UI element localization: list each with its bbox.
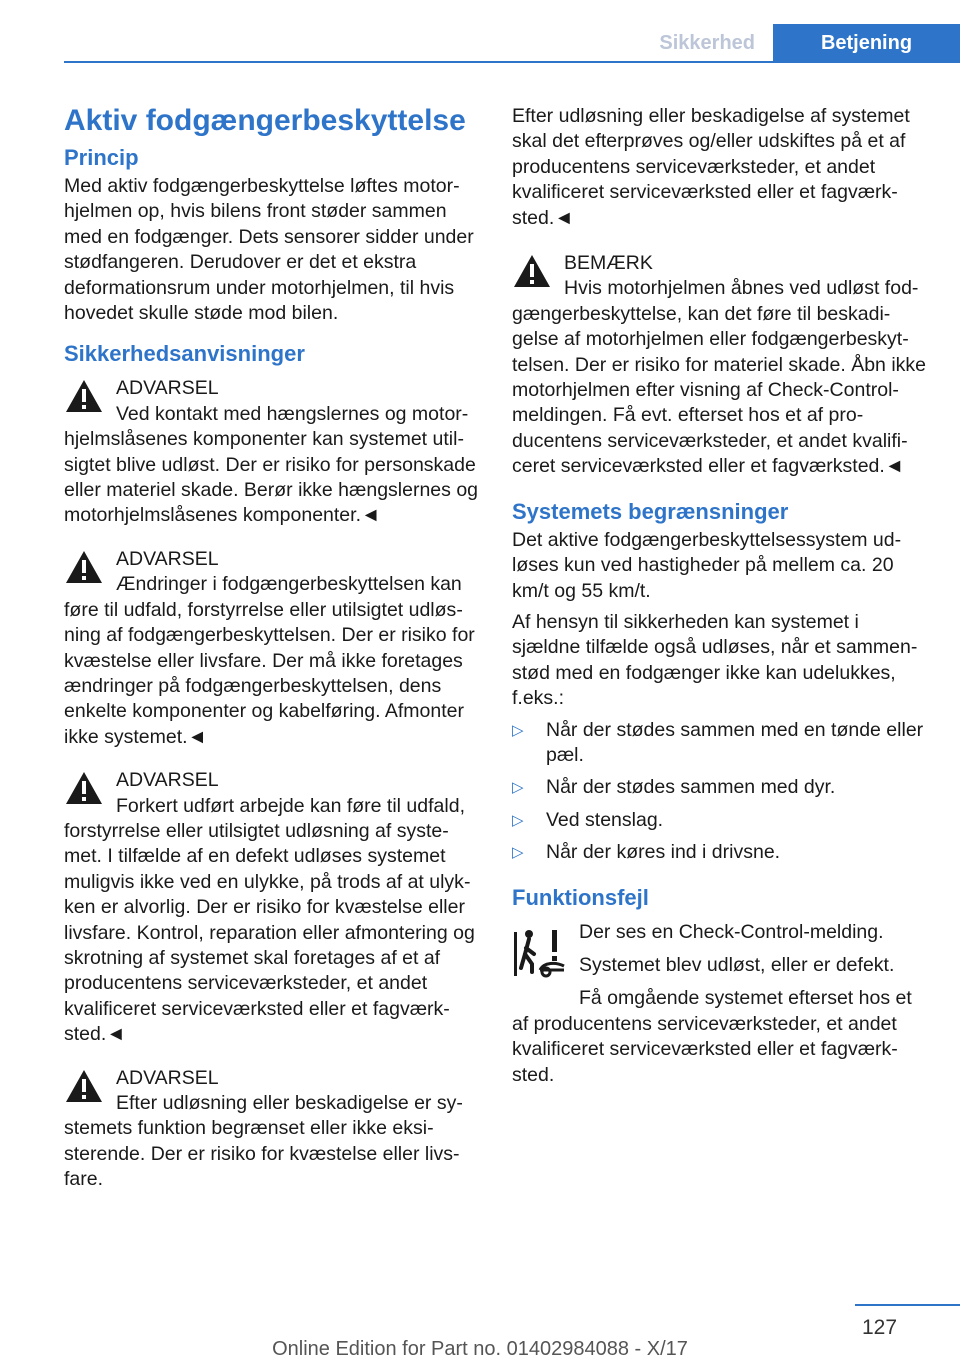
- warning-block: [64, 768, 478, 1047]
- fault-message-line: Systemet blev udløst, eller er defekt.: [579, 953, 895, 976]
- fault-instruction: Få omgående systemet efterset hos et af producentens serviceværksteder, et andet kvalificeret serviceværksted eller et fagværksted.: [512, 987, 912, 1086]
- list-item: [512, 840, 926, 865]
- warning-triangle-icon: [64, 770, 104, 806]
- warning-block: [64, 547, 478, 750]
- limits-paragraph-2: Af hensyn til sikkerheden kan systemet i sjældne tilfælde også udløses, når et sammenstød med en fodgænger ikke kan udelukkes, f.eks.:: [512, 610, 918, 710]
- list-item-text: Når der køres ind i drivsne.: [546, 841, 781, 864]
- warning-triangle-icon: [512, 253, 552, 289]
- warning-label: ADVARSEL: [116, 547, 219, 570]
- list-item-text: Når der stødes sammen med en tønde eller pæl.: [546, 718, 924, 766]
- limits-list: [512, 718, 926, 866]
- warning-label: ADVARSEL: [116, 1066, 219, 1089]
- page-number: 127: [862, 1316, 898, 1339]
- warning-block: [64, 376, 478, 528]
- fault-message-line: Der ses en Check-Control-melding.: [579, 920, 884, 943]
- notice-label: BEMÆRK: [564, 252, 653, 275]
- continued-warning-text: Efter udløsning eller beskadigelse af systemet skal det efterprøves og/eller udskiftes på et af producentens serviceværksteder, et andet kvalificeret serviceværksted eller et fagværksted.◄: [512, 105, 910, 229]
- warning-label: ADVARSEL: [116, 769, 219, 792]
- list-item: [512, 718, 926, 769]
- notice-block: [512, 251, 926, 480]
- section-heading-safety: Sikkerhedsanvisninger: [64, 341, 305, 367]
- chapter-tabs: [641, 24, 960, 62]
- triangle-bullet-icon: ▷: [512, 844, 524, 862]
- warning-text: Forkert udført arbejde kan føre til udfald, forstyrrelse eller utilsigtet udløsning af systemet. I tilfælde af en defekt udløses systemet muligvis ikke ved en ulykke, på trods af at ulykken er alvorlig. Der er risiko for kvæstelse eller livsfare. Kontrol, reparation eller afmontering og skrotning af systemet skal foretages af et af producentens serviceværksteder, et andet kvalificeret serviceværksted eller et fagværksted.◄: [64, 794, 475, 1046]
- notice-text: Hvis motorhjelmen åbnes ved udløst fodgængerbeskyttelse, kan det føre til beskadigelse af motorhjelmen eller fodgængerbeskyttelsen. Der er risiko for materiel skade. Åbn ikke motorhjelmen efter visning af Check-Control-meldingen. Få evt. efterset hos et af producentens serviceværksteder, et andet kvalificeret serviceværksted eller et fagværksted.◄: [512, 277, 926, 478]
- triangle-bullet-icon: ▷: [512, 779, 524, 797]
- warning-text: Ved kontakt med hængslernes og motorhjelmslåsenes komponenter kan systemet utilsigtet blive udløst. Der er risiko for personskade eller materiel skade. Berør ikke hængslernes og motorhjelmslåsenes komponenter.◄: [64, 402, 479, 527]
- triangle-bullet-icon: ▷: [512, 811, 524, 829]
- section-heading-princip: Princip: [64, 145, 139, 170]
- section-heading-fault: Funktionsfejl: [512, 884, 649, 910]
- page-title: Aktiv fodgængerbeskyttelse: [64, 104, 466, 137]
- edition-note: Online Edition for Part no. 01402984088 - X/17: [272, 1338, 688, 1360]
- warning-text: Efter udløsning eller beskadigelse er systemets funktion begrænset eller ikke eksisterende. Der er risiko for kvæstelse eller livsfare.: [64, 1092, 463, 1191]
- list-item: [512, 808, 926, 833]
- warning-triangle-icon: [64, 1068, 104, 1104]
- limits-paragraph-1: Det aktive fodgængerbeskyttelsessystem udløses kun ved hastigheder på mellem ca. 20 km/t og 55 km/t.: [512, 528, 902, 602]
- princip-paragraph: Med aktiv fodgængerbeskyttelse løftes motorhjelmen op, hvis bilens front støder sammen med en fodgænger. Dets sensorer sidder under stødfangeren. Derudover er det et ekstra deformationsrum under motorhjelmen, til hvis hovedet skulle støde mod bilen.: [64, 175, 474, 325]
- section-heading-limits: Systemets begrænsninger: [512, 498, 789, 524]
- right-column: [512, 104, 926, 1088]
- tab-betjening[interactable]: Betjening: [773, 24, 960, 62]
- pedestrian-protection-icon: [512, 924, 568, 980]
- left-column: [64, 96, 478, 1211]
- fault-block: [512, 920, 926, 1088]
- list-item: [512, 775, 926, 800]
- warning-block: [64, 1066, 478, 1193]
- warning-triangle-icon: [64, 549, 104, 585]
- warning-triangle-icon: [64, 378, 104, 414]
- tab-sikkerhed[interactable]: Sikkerhed: [641, 24, 773, 62]
- footer-rule: [855, 1304, 960, 1306]
- header-rule: [64, 61, 960, 63]
- warning-text: Ændringer i fodgængerbeskyttelsen kan føre til udfald, forstyrrelse eller utilsigtet udløsning af fodgængerbeskyttelsen. Der er risiko for kvæstelse eller livsfare. Der må ikke foretages ændringer på fodgængerbeskyttelsen, dens enkelte komponenter og kabelføring. Afmonter ikke systemet.◄: [64, 573, 475, 748]
- triangle-bullet-icon: ▷: [512, 721, 524, 739]
- warning-label: ADVARSEL: [116, 377, 219, 400]
- list-item-text: Når der stødes sammen med dyr.: [546, 776, 836, 799]
- list-item-text: Ved stenslag.: [546, 808, 664, 831]
